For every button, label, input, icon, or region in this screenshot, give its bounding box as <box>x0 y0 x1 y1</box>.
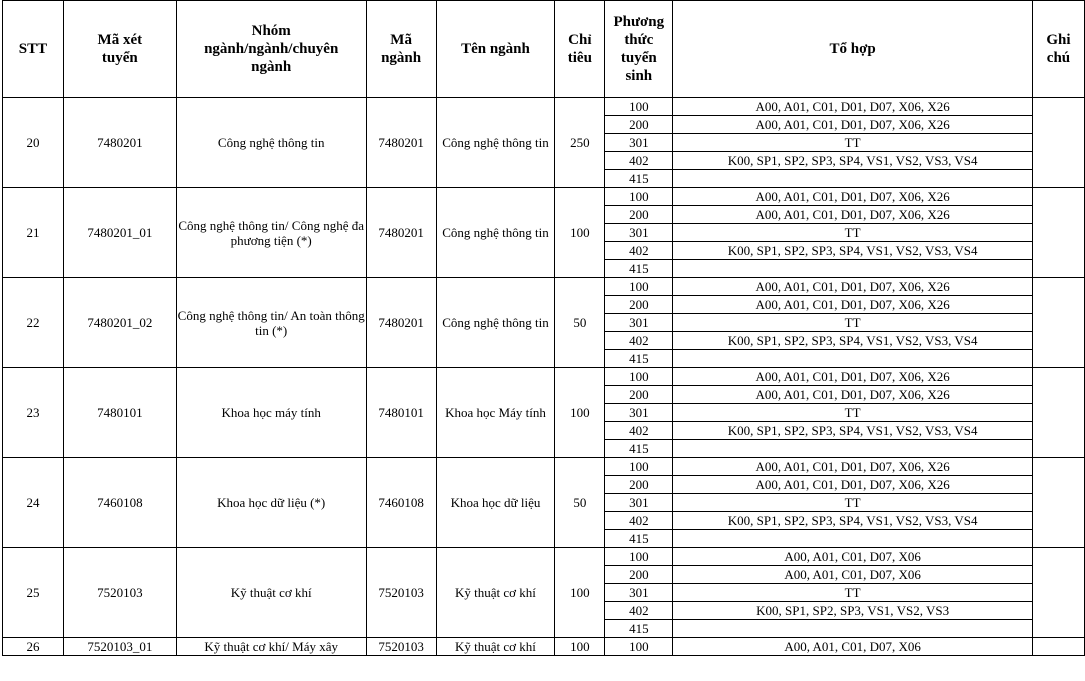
method-code-cell: 100 <box>605 458 673 476</box>
nhom-nganh-cell: Công nghệ thông tin/ Công nghệ đa phương tiện (*) <box>176 188 366 278</box>
method-code-cell: 301 <box>605 314 673 332</box>
table-row <box>3 368 1085 386</box>
to-hop-cell: A00, A01, C01, D01, D07, X06, X26 <box>673 98 1033 116</box>
ten-nganh-cell: Khoa học dữ liệu <box>436 458 555 548</box>
to-hop-cell <box>673 620 1033 638</box>
header-ten-nganh: Tên ngành <box>436 1 555 98</box>
ghi-chu-cell <box>1032 368 1084 458</box>
method-code-cell: 415 <box>605 170 673 188</box>
table-row <box>3 548 1085 566</box>
method-code-cell: 402 <box>605 332 673 350</box>
ma-nganh-cell: 7520103 <box>366 638 436 656</box>
ghi-chu-cell <box>1032 188 1084 278</box>
header-nhom-nganh: Nhóm ngành/ngành/chuyên ngành <box>176 1 366 98</box>
ten-nganh-cell: Kỹ thuật cơ khí <box>436 548 555 638</box>
method-code-cell: 301 <box>605 224 673 242</box>
ma-nganh-cell: 7480201 <box>366 188 436 278</box>
method-code-cell: 100 <box>605 188 673 206</box>
method-code-cell: 415 <box>605 530 673 548</box>
method-code-cell: 415 <box>605 620 673 638</box>
stt-cell: 26 <box>3 638 64 656</box>
to-hop-cell: TT <box>673 134 1033 152</box>
to-hop-cell: A00, A01, C01, D01, D07, X06, X26 <box>673 116 1033 134</box>
method-code-cell: 301 <box>605 584 673 602</box>
method-code-cell: 200 <box>605 206 673 224</box>
ten-nganh-cell: Công nghệ thông tin <box>436 188 555 278</box>
to-hop-cell: K00, SP1, SP2, SP3, SP4, VS1, VS2, VS3, VS4 <box>673 332 1033 350</box>
ma-nganh-cell: 7480201 <box>366 278 436 368</box>
to-hop-cell <box>673 350 1033 368</box>
ma-xet-tuyen-cell: 7480101 <box>63 368 176 458</box>
to-hop-cell: K00, SP1, SP2, SP3, SP4, VS1, VS2, VS3, VS4 <box>673 512 1033 530</box>
method-code-cell: 200 <box>605 296 673 314</box>
ghi-chu-cell <box>1032 98 1084 188</box>
method-code-cell: 402 <box>605 602 673 620</box>
header-ma-nganh: Mã ngành <box>366 1 436 98</box>
ghi-chu-cell <box>1032 458 1084 548</box>
to-hop-cell: K00, SP1, SP2, SP3, SP4, VS1, VS2, VS3, VS4 <box>673 422 1033 440</box>
to-hop-cell: TT <box>673 404 1033 422</box>
to-hop-cell: A00, A01, C01, D01, D07, X06, X26 <box>673 206 1033 224</box>
ghi-chu-cell <box>1032 548 1084 638</box>
chi-tieu-cell: 100 <box>555 188 605 278</box>
ma-nganh-cell: 7480101 <box>366 368 436 458</box>
header-stt: STT <box>3 1 64 98</box>
to-hop-cell: TT <box>673 584 1033 602</box>
to-hop-cell: A00, A01, C01, D01, D07, X06, X26 <box>673 386 1033 404</box>
table-row <box>3 458 1085 476</box>
ma-nganh-cell: 7480201 <box>366 98 436 188</box>
chi-tieu-cell: 50 <box>555 458 605 548</box>
stt-cell: 24 <box>3 458 64 548</box>
ma-xet-tuyen-cell: 7520103_01 <box>63 638 176 656</box>
method-code-cell: 100 <box>605 548 673 566</box>
chi-tieu-cell: 100 <box>555 548 605 638</box>
ma-nganh-cell: 7520103 <box>366 548 436 638</box>
to-hop-cell: A00, A01, C01, D07, X06 <box>673 638 1033 656</box>
to-hop-cell: TT <box>673 494 1033 512</box>
to-hop-cell: K00, SP1, SP2, SP3, VS1, VS2, VS3 <box>673 602 1033 620</box>
method-code-cell: 301 <box>605 134 673 152</box>
nhom-nganh-cell: Khoa học dữ liệu (*) <box>176 458 366 548</box>
nhom-nganh-cell: Khoa học máy tính <box>176 368 366 458</box>
stt-cell: 21 <box>3 188 64 278</box>
ten-nganh-cell: Kỹ thuật cơ khí <box>436 638 555 656</box>
ma-xet-tuyen-cell: 7480201 <box>63 98 176 188</box>
nhom-nganh-cell: Kỹ thuật cơ khí <box>176 548 366 638</box>
to-hop-cell: A00, A01, C01, D01, D07, X06, X26 <box>673 368 1033 386</box>
to-hop-cell: A00, A01, C01, D01, D07, X06, X26 <box>673 188 1033 206</box>
table-body <box>3 98 1085 656</box>
nhom-nganh-cell: Kỹ thuật cơ khí/ Máy xây <box>176 638 366 656</box>
method-code-cell: 301 <box>605 404 673 422</box>
to-hop-cell: K00, SP1, SP2, SP3, SP4, VS1, VS2, VS3, VS4 <box>673 242 1033 260</box>
method-code-cell: 402 <box>605 152 673 170</box>
chi-tieu-cell: 250 <box>555 98 605 188</box>
method-code-cell: 415 <box>605 440 673 458</box>
header-chi-tieu: Chỉ tiêu <box>555 1 605 98</box>
header-phuong-thuc: Phương thức tuyển sinh <box>605 1 673 98</box>
method-code-cell: 415 <box>605 260 673 278</box>
method-code-cell: 200 <box>605 386 673 404</box>
ten-nganh-cell: Khoa học Máy tính <box>436 368 555 458</box>
to-hop-cell <box>673 260 1033 278</box>
nhom-nganh-cell: Công nghệ thông tin/ An toàn thông tin (*) <box>176 278 366 368</box>
to-hop-cell: A00, A01, C01, D01, D07, X06, X26 <box>673 458 1033 476</box>
method-code-cell: 301 <box>605 494 673 512</box>
to-hop-cell: A00, A01, C01, D01, D07, X06, X26 <box>673 296 1033 314</box>
nhom-nganh-cell: Công nghệ thông tin <box>176 98 366 188</box>
table-row <box>3 98 1085 116</box>
method-code-cell: 100 <box>605 98 673 116</box>
ma-xet-tuyen-cell: 7480201_02 <box>63 278 176 368</box>
method-code-cell: 200 <box>605 476 673 494</box>
stt-cell: 23 <box>3 368 64 458</box>
chi-tieu-cell: 50 <box>555 278 605 368</box>
method-code-cell: 100 <box>605 368 673 386</box>
ma-nganh-cell: 7460108 <box>366 458 436 548</box>
to-hop-cell: A00, A01, C01, D07, X06 <box>673 566 1033 584</box>
method-code-cell: 200 <box>605 566 673 584</box>
to-hop-cell <box>673 530 1033 548</box>
stt-cell: 22 <box>3 278 64 368</box>
ma-xet-tuyen-cell: 7480201_01 <box>63 188 176 278</box>
method-code-cell: 402 <box>605 422 673 440</box>
header-ghi-chu: Ghi chú <box>1032 1 1084 98</box>
admissions-table <box>2 0 1085 656</box>
header-ma-xet-tuyen: Mã xét tuyển <box>63 1 176 98</box>
method-code-cell: 402 <box>605 512 673 530</box>
chi-tieu-cell: 100 <box>555 638 605 656</box>
method-code-cell: 100 <box>605 278 673 296</box>
table-row <box>3 638 1085 656</box>
table-row <box>3 188 1085 206</box>
to-hop-cell: TT <box>673 314 1033 332</box>
chi-tieu-cell: 100 <box>555 368 605 458</box>
ten-nganh-cell: Công nghệ thông tin <box>436 98 555 188</box>
to-hop-cell: TT <box>673 224 1033 242</box>
stt-cell: 25 <box>3 548 64 638</box>
table-header <box>3 1 1085 98</box>
table-row <box>3 278 1085 296</box>
method-code-cell: 402 <box>605 242 673 260</box>
ghi-chu-cell <box>1032 278 1084 368</box>
to-hop-cell: K00, SP1, SP2, SP3, SP4, VS1, VS2, VS3, VS4 <box>673 152 1033 170</box>
to-hop-cell <box>673 170 1033 188</box>
ma-xet-tuyen-cell: 7520103 <box>63 548 176 638</box>
to-hop-cell <box>673 440 1033 458</box>
method-code-cell: 415 <box>605 350 673 368</box>
to-hop-cell: A00, A01, C01, D07, X06 <box>673 548 1033 566</box>
method-code-cell: 200 <box>605 116 673 134</box>
header-to-hop: Tổ hợp <box>673 1 1033 98</box>
to-hop-cell: A00, A01, C01, D01, D07, X06, X26 <box>673 476 1033 494</box>
ten-nganh-cell: Công nghệ thông tin <box>436 278 555 368</box>
ma-xet-tuyen-cell: 7460108 <box>63 458 176 548</box>
ghi-chu-cell <box>1032 638 1084 656</box>
method-code-cell: 100 <box>605 638 673 656</box>
stt-cell: 20 <box>3 98 64 188</box>
to-hop-cell: A00, A01, C01, D01, D07, X06, X26 <box>673 278 1033 296</box>
